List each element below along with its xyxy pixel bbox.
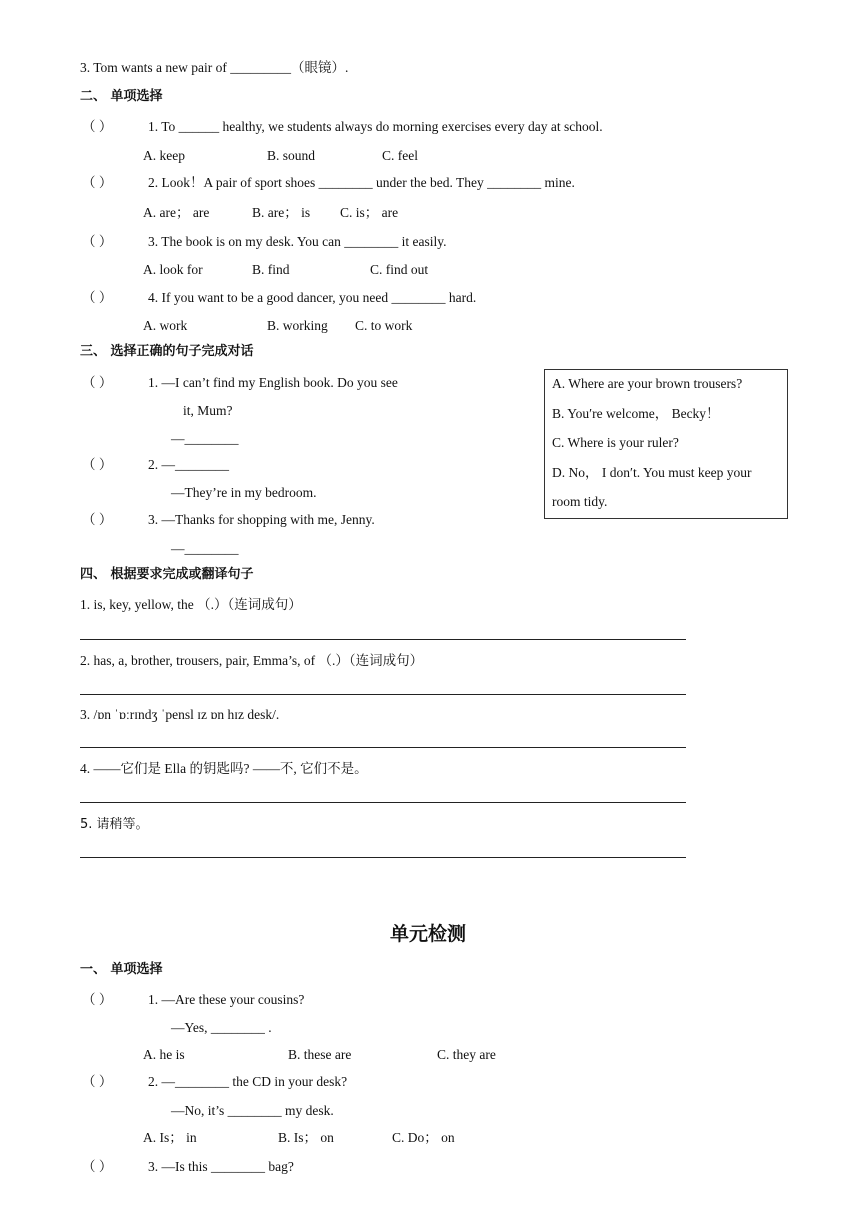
option-c: C. feel: [382, 148, 418, 163]
dialogue-line: 1. —Are these your cousins?: [148, 992, 305, 1007]
section-3-heading: 三、 选择正确的句子完成对话: [80, 344, 254, 359]
option-a: A. work: [143, 318, 188, 333]
option-a: A. are； are: [143, 205, 210, 220]
option-b: B. are； is: [252, 205, 311, 220]
section-4-heading: 四、 根据要求完成或翻译句子: [80, 567, 254, 582]
dialogue-line: 1. —I can’t find my English book. Do you see: [148, 375, 398, 390]
answer-blank[interactable]: （ ）: [82, 119, 113, 134]
dialogue-line: 3. —Thanks for shopping with me, Jenny.: [148, 512, 375, 527]
dialogue-line: it, Mum?: [183, 403, 233, 418]
answer-line[interactable]: [80, 802, 686, 803]
question-stem: 3. The book is on my desk. You can ________ it easily.: [148, 234, 447, 249]
option-a: A. keep: [143, 148, 185, 163]
option-c: C. Do； on: [392, 1130, 455, 1145]
option-c: C. find out: [370, 262, 429, 277]
answer-blank[interactable]: （ ）: [82, 457, 113, 472]
option-a: A. Is； in: [143, 1130, 197, 1145]
answer-blank[interactable]: （ ）: [82, 290, 113, 305]
dialogue-line: 2. —________: [148, 457, 229, 472]
dialogue-line: 2. —________ the CD in your desk?: [148, 1074, 348, 1089]
box-option: A. Where are your brown trousers?: [552, 376, 743, 391]
question-stem: 2. Look！A pair of sport shoes ________ under the bed. They ________ mine.: [148, 175, 575, 190]
answer-blank[interactable]: （ ）: [82, 234, 113, 249]
answer-blank[interactable]: （ ）: [82, 175, 113, 190]
answer-line[interactable]: [80, 857, 686, 858]
dialogue-line: —Yes, ________ .: [171, 1020, 272, 1035]
task-item: 3. /ɒn ˈɒːrɪndʒ ˈpensl ɪz ɒn hɪz desk/.: [80, 707, 280, 722]
answer-line[interactable]: [80, 747, 686, 748]
answer-line[interactable]: [80, 694, 686, 695]
task-item: 2. has, a, brother, trousers, pair, Emma’s, of （.）（连词成句）: [80, 653, 424, 668]
option-a: A. look for: [143, 262, 203, 277]
option-c: C. to work: [355, 318, 413, 333]
option-b: B. sound: [267, 148, 316, 163]
unit-title: 单元检测: [390, 923, 467, 945]
answer-blank[interactable]: （ ）: [82, 1074, 113, 1089]
dialogue-blank: —________: [171, 541, 239, 556]
option-c: C. is； are: [340, 205, 399, 220]
box-option: room tidy.: [552, 494, 608, 509]
dialogue-blank: —________: [171, 431, 239, 446]
task-item: 1. is, key, yellow, the （.）（连词成句）: [80, 597, 302, 612]
option-b: B. these are: [288, 1047, 352, 1062]
task-item: 5. 请稍等。: [80, 817, 149, 832]
answer-line[interactable]: [80, 639, 686, 640]
option-c: C. they are: [437, 1047, 496, 1062]
dialogue-line: —They’re in my bedroom.: [171, 485, 317, 500]
option-b: B. working: [267, 318, 328, 333]
question-stem: 1. To ______ healthy, we students always do morning exercises every day at school.: [148, 119, 603, 134]
dialogue-line: —No, it’s ________ my desk.: [171, 1103, 334, 1118]
box-option: C. Where is your ruler?: [552, 435, 679, 450]
dialogue-line: 3. —Is this ________ bag?: [148, 1159, 294, 1174]
option-b: B. Is； on: [278, 1130, 334, 1145]
question-stem: 4. If you want to be a good dancer, you need ________ hard.: [148, 290, 477, 305]
unit-section-1-heading: 一、 单项选择: [80, 962, 163, 977]
options-box: [544, 369, 788, 519]
answer-blank[interactable]: （ ）: [82, 992, 113, 1007]
box-option: D. No， I don′t. You must keep your: [552, 465, 752, 480]
question-3-top: 3. Tom wants a new pair of _________（眼镜）.: [80, 60, 349, 75]
section-2-heading: 二、 单项选择: [80, 89, 163, 104]
box-option: B. You′re welcome， Becky！: [552, 406, 720, 421]
answer-blank[interactable]: （ ）: [82, 375, 113, 390]
answer-blank[interactable]: （ ）: [82, 512, 113, 527]
task-item: 4. ——它们是 Ella 的钥匙吗? ——不, 它们不是。: [80, 761, 368, 776]
option-a: A. he is: [143, 1047, 185, 1062]
answer-blank[interactable]: （ ）: [82, 1159, 113, 1174]
option-b: B. find: [252, 262, 290, 277]
